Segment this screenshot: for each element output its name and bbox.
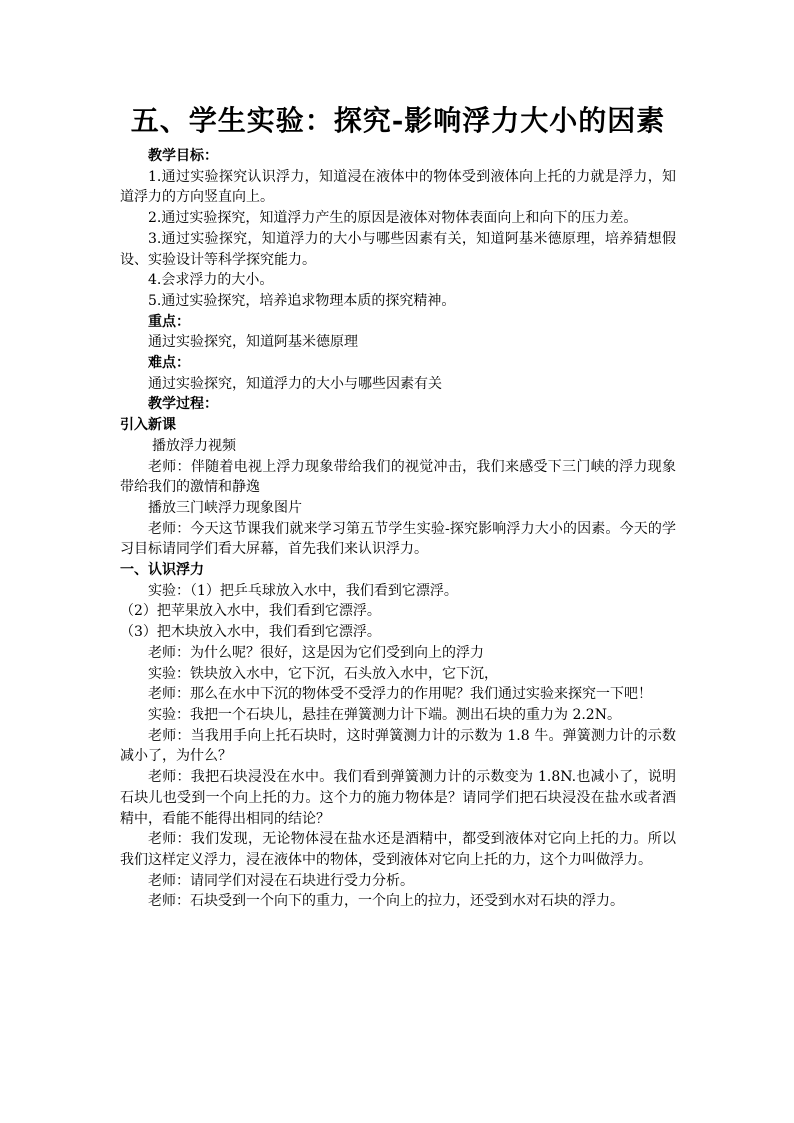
paragraph-experiment-iron: 实验：铁块放入水中，它下沉，石头放入水中，它下沉， — [148, 665, 498, 682]
subheading-introduction: 引入新课 — [120, 417, 176, 434]
objective-4: 4.会求浮力的大小。 — [148, 272, 274, 289]
paragraph-teacher-topic: 老师：今天这节课我们就来学习第五节学生实验-探究影响浮力大小的因素。今天的学习目标请同学们看大屏幕，首先我们来认识浮力。 — [120, 520, 676, 558]
paragraph-teacher-intro: 老师：伴随着电视上浮力现象带给我们的视觉冲击，我们来感受下三门峡的浮力现象带给我们的激情和静逸 — [120, 458, 676, 496]
paragraph-experiment-3: （3）把木块放入水中，我们看到它漂浮。 — [120, 624, 381, 641]
section-heading-key-points: 重点： — [148, 313, 190, 330]
paragraph-teacher-hand: 老师：当我用手向上托石块时，这时弹簧测力计的示数为 1.8 牛。弹簧测力计的示数减小了，为什么？ — [120, 727, 676, 765]
difficulties-text: 通过实验探究，知道浮力的大小与哪些因素有关 — [148, 375, 442, 392]
objective-1: 1.通过实验探究认识浮力，知道浸在液体中的物体受到液体向上托的力就是浮力，知道浮力的方向竖直向上。 — [120, 168, 676, 206]
paragraph-teacher-immerse: 老师：我把石块浸没在水中。我们看到弹簧测力计的示数变为 1.8N.也减小了，说明石块儿也受到一个向上托的力。这个力的施力物体是？请同学们把石块浸没在盐水或者酒精中，看能不能得出相同的结论？ — [120, 769, 676, 827]
section-heading-objectives: 教学目标： — [148, 148, 218, 164]
paragraph-teacher-sink: 老师：那么在水中下沉的物体受不受浮力的作用呢？我们通过实验来探究一下吧！ — [148, 686, 652, 703]
objective-5: 5.通过实验探究，培养追求物理本质的探究精神。 — [148, 292, 456, 309]
document-page — [120, 100, 676, 912]
key-points-text: 通过实验探究，知道阿基米德原理 — [148, 334, 358, 351]
paragraph-experiment-1: 实验：（1）把乒乓球放入水中，我们看到它漂浮。 — [148, 582, 458, 599]
paragraph-teacher-why: 老师：为什么呢？很好，这是因为它们受到向上的浮力 — [148, 644, 484, 661]
paragraph-experiment-stone: 实验：我把一个石块儿，悬挂在弹簧测力计下端。测出石块的重力为 2.2N。 — [148, 706, 621, 723]
section-heading-difficulties: 难点： — [148, 355, 190, 372]
subheading-know-buoyancy: 一、认识浮力 — [120, 562, 204, 579]
paragraph-experiment-2: （2）把苹果放入水中，我们看到它漂浮。 — [120, 603, 381, 620]
paragraph-teacher-forces: 老师：石块受到一个向下的重力，一个向上的拉力，还受到水对石块的浮力。 — [148, 893, 624, 910]
document-title: 五、学生实验：探究-影响浮力大小的因素 — [130, 104, 666, 137]
paragraph-teacher-definition: 老师：我们发现，无论物体浸在盐水还是酒精中，都受到液体对它向上托的力。所以我们这样定义浮力，浸在液体中的物体，受到液体对它向上托的力，这个力叫做浮力。 — [120, 831, 676, 868]
objective-3: 3.通过实验探究，知道浮力的大小与哪些因素有关，知道阿基米德原理，培养猜想假设、实验设计等科学探究能力。 — [120, 230, 676, 268]
paragraph-play-pictures: 播放三门峡浮力现象图片 — [148, 499, 302, 516]
paragraph-play-video: 播放浮力视频 — [152, 437, 236, 454]
paragraph-teacher-analysis: 老师：请同学们对浸在石块进行受力分析。 — [148, 872, 414, 889]
section-heading-process: 教学过程： — [148, 396, 218, 413]
objective-2: 2.通过实验探究，知道浮力产生的原因是液体对物体表面向上和向下的压力差。 — [148, 210, 638, 227]
